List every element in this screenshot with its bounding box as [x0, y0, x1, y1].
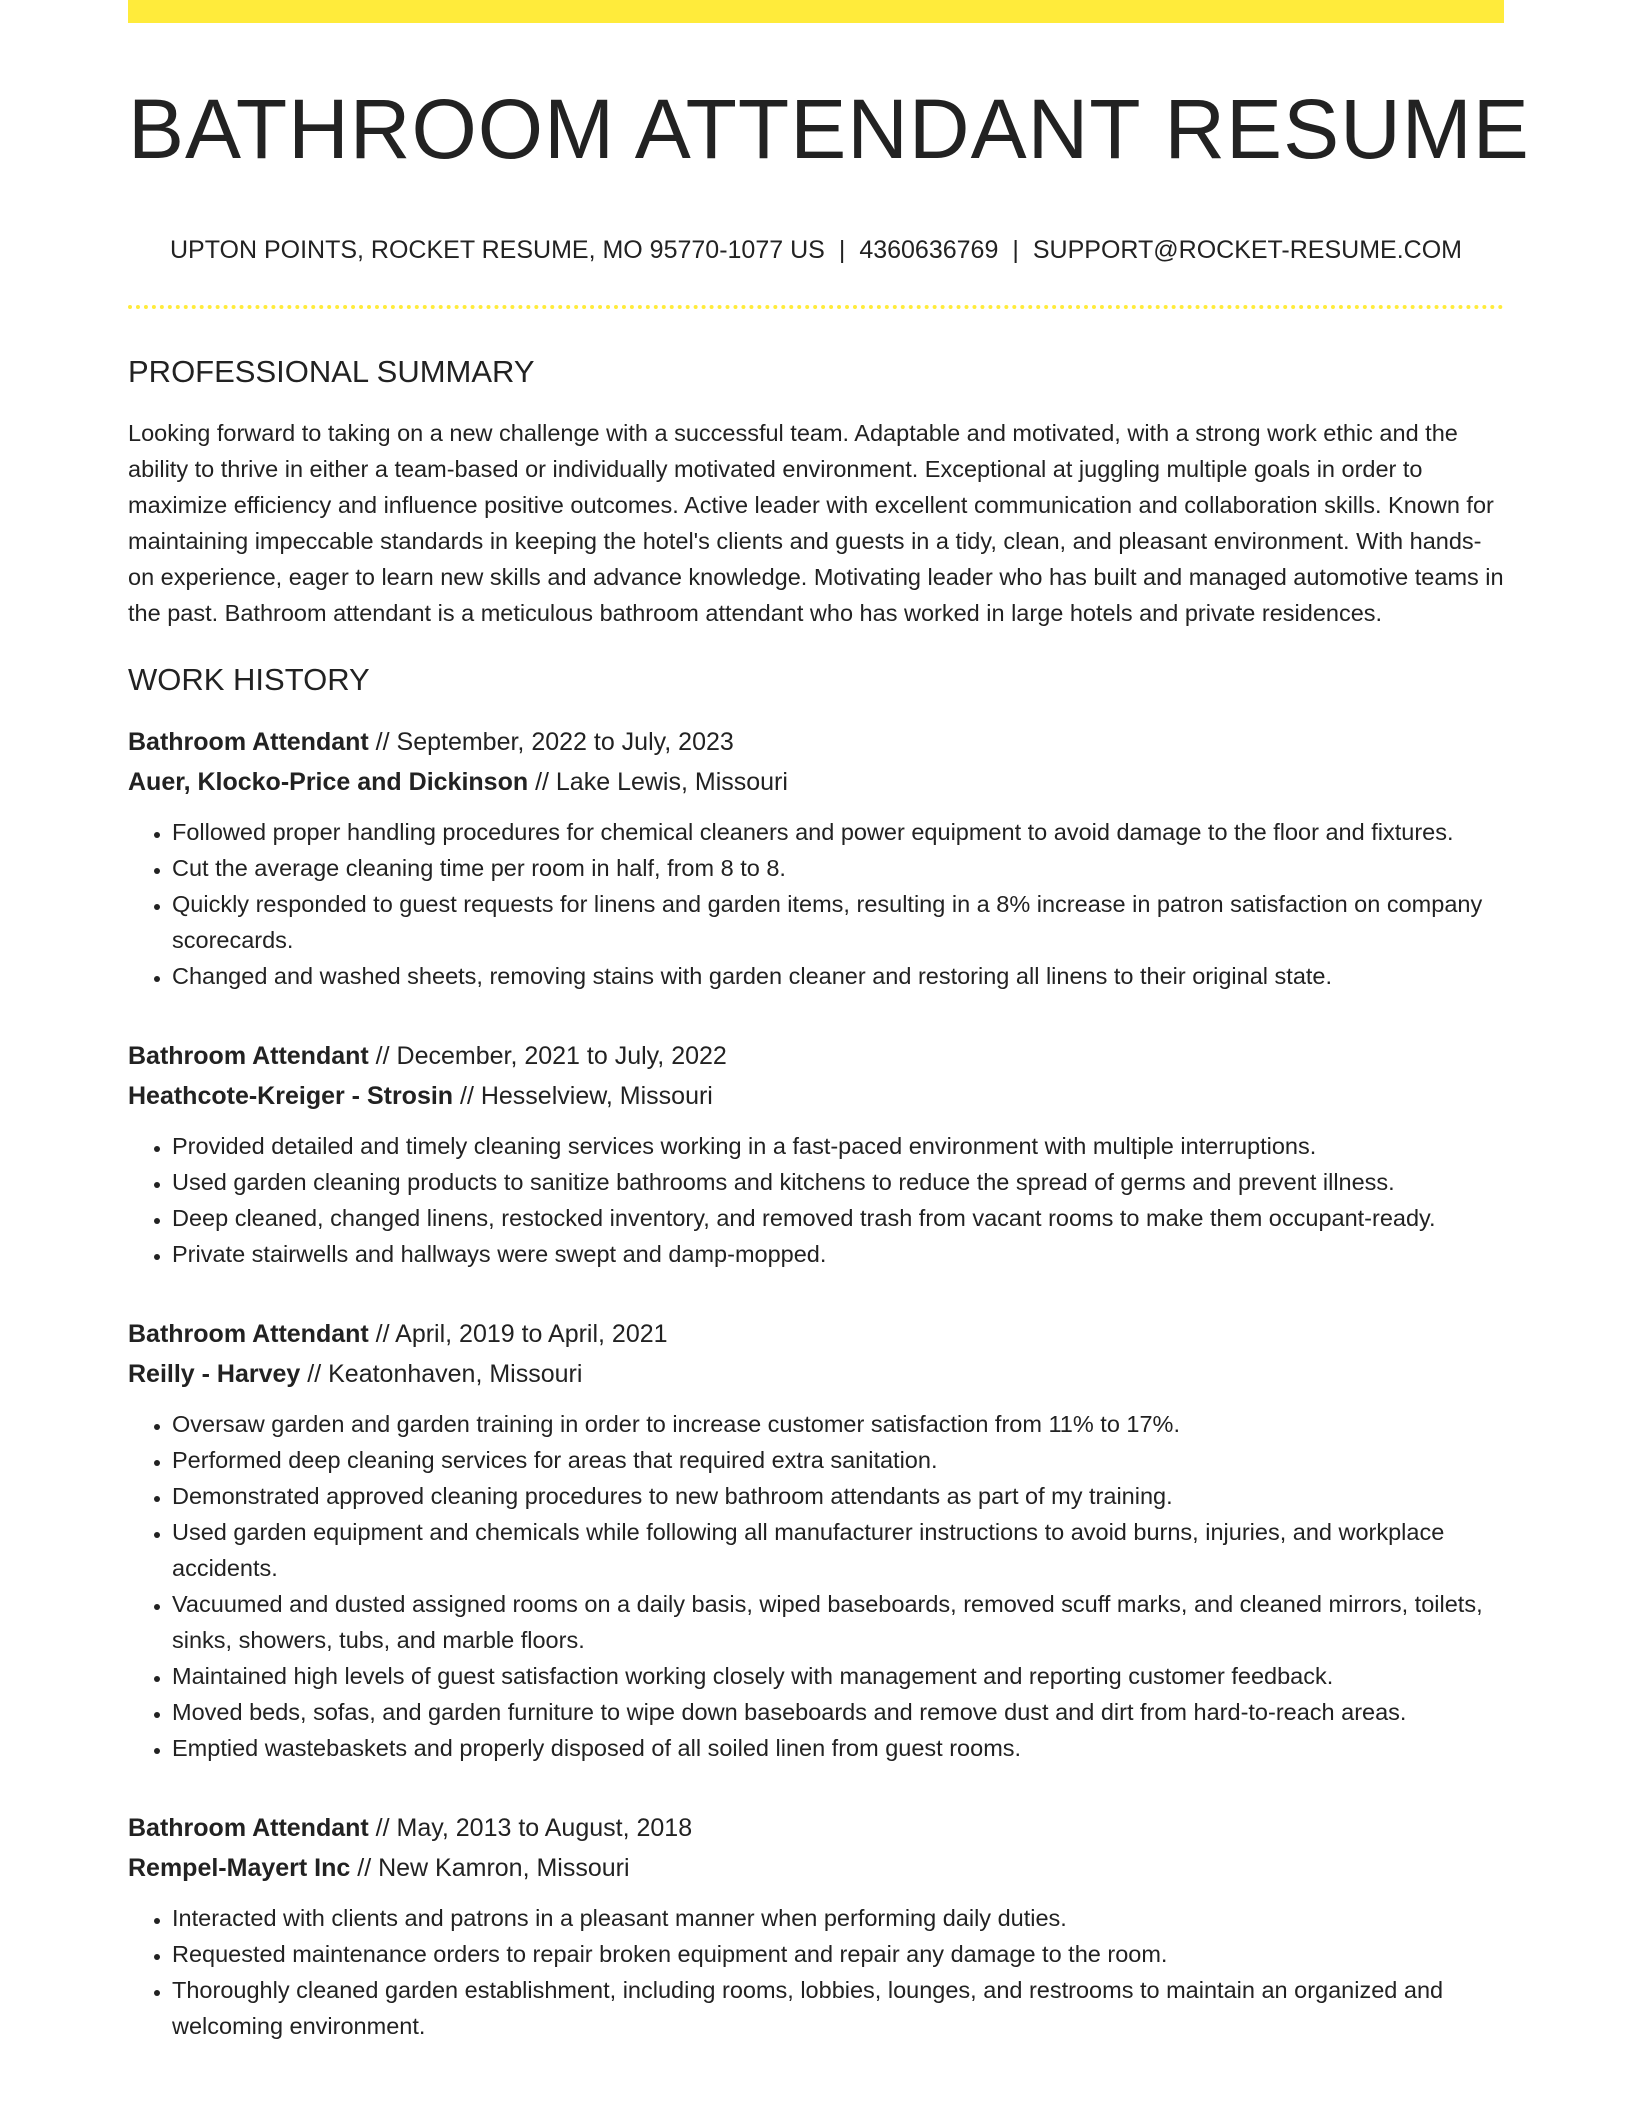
job-title: Bathroom Attendant: [128, 1319, 369, 1348]
job-dates: // September, 2022 to July, 2023: [368, 727, 734, 756]
list-item: • Maintained high levels of guest satisfaction working closely with management and reporting customer feedback.: [172, 1658, 1504, 1694]
job-title: Bathroom Attendant: [128, 1813, 369, 1842]
job-dates: // May, 2013 to August, 2018: [368, 1813, 693, 1842]
job-company-line: [128, 1076, 1504, 1116]
list-item: • Requested maintenance orders to repair broken equipment and repair any damage to the room.: [172, 1936, 1504, 1972]
work-history-heading: WORK HISTORY: [128, 661, 370, 697]
dotted-divider: [128, 305, 1504, 309]
list-item: • Performed deep cleaning services for areas that required extra sanitation.: [172, 1442, 1504, 1478]
job-bullets: [128, 814, 1504, 994]
job-bullets: [128, 1128, 1504, 1272]
list-item: • Interacted with clients and patrons in a pleasant manner when performing daily duties.: [172, 1900, 1504, 1936]
job-company-line: [128, 1354, 1504, 1394]
job-entry: [128, 1036, 1504, 1272]
job-title-line: [128, 1808, 1504, 1848]
job-company: Heathcote-Kreiger - Strosin: [128, 1081, 454, 1110]
contact-email[interactable]: SUPPORT@ROCKET-RESUME.COM: [1032, 236, 1462, 265]
job-dates: // December, 2021 to July, 2022: [368, 1041, 727, 1070]
contact-phone: 4360636769: [859, 236, 999, 265]
list-item: • Demonstrated approved cleaning procedures to new bathroom attendants as part of my training.: [172, 1478, 1504, 1514]
job-entry: [128, 1808, 1504, 2044]
contact-separator: |: [1012, 236, 1019, 265]
job-title: Bathroom Attendant: [128, 1041, 369, 1070]
job-location: // New Kamron, Missouri: [350, 1853, 630, 1882]
summary-text: Looking forward to taking on a new challenge with a successful team. Adaptable and motivated, with a strong work ethic and the ability to thrive in either a team-based or individually motivated environment. Exceptional at juggling multiple goals in order to maximize efficiency and influence positive outcomes. Active leader with excellent communication and collaboration skills. Known for maintaining impeccable standards in keeping the hotel's clients and guests in a tidy, clean, and pleasant environment. With hands-on experience, eager to learn new skills and advance knowledge. Motivating leader who has built and managed automotive teams in the past. Bathroom attendant is a meticulous bathroom attendant who has worked in large hotels and private residences.: [128, 419, 1504, 626]
job-entry: [128, 1314, 1504, 1766]
summary-heading: PROFESSIONAL SUMMARY: [128, 354, 535, 390]
job-title-line: [128, 1036, 1504, 1076]
job-company: Reilly - Harvey: [128, 1359, 301, 1388]
list-item: • Quickly responded to guest requests for linens and garden items, resulting in a 8% increase in patron satisfaction on company scorecards.: [172, 886, 1504, 958]
list-item: • Used garden equipment and chemicals while following all manufacturer instructions to avoid burns, injuries, and workplace accidents.: [172, 1514, 1504, 1586]
list-item: • Oversaw garden and garden training in order to increase customer satisfaction from 11% to 17%.: [172, 1406, 1504, 1442]
job-bullets: [128, 1406, 1504, 1766]
top-accent-bar: [128, 0, 1504, 23]
list-item: • Cut the average cleaning time per room in half, from 8 to 8.: [172, 850, 1504, 886]
job-location: // Hesselview, Missouri: [453, 1081, 713, 1110]
job-title: Bathroom Attendant: [128, 727, 369, 756]
list-item: • Thoroughly cleaned garden establishment, including rooms, lobbies, lounges, and restrooms to maintain an organized and welcoming environment.: [172, 1972, 1504, 2044]
job-company: Auer, Klocko-Price and Dickinson: [128, 767, 529, 796]
job-title-line: [128, 1314, 1504, 1354]
job-entry: [128, 722, 1504, 994]
list-item: • Provided detailed and timely cleaning services working in a fast-paced environment with multiple interruptions.: [172, 1128, 1504, 1164]
resume-page: [128, 0, 1530, 2044]
job-bullets: [128, 1900, 1504, 2044]
list-item: • Vacuumed and dusted assigned rooms on a daily basis, wiped baseboards, removed scuff marks, and cleaned mirrors, toilets, sinks, showers, tubs, and marble floors.: [172, 1586, 1504, 1658]
job-company: Rempel-Mayert Inc: [128, 1853, 351, 1882]
job-company-line: [128, 762, 1504, 802]
list-item: • Deep cleaned, changed linens, restocked inventory, and removed trash from vacant rooms to make them occupant-ready.: [172, 1200, 1504, 1236]
job-title-line: [128, 722, 1504, 762]
list-item: • Private stairwells and hallways were swept and damp-mopped.: [172, 1236, 1504, 1272]
job-location: // Keatonhaven, Missouri: [300, 1359, 583, 1388]
list-item: • Used garden cleaning products to sanitize bathrooms and kitchens to reduce the spread of germs and prevent illness.: [172, 1164, 1504, 1200]
job-company-line: [128, 1848, 1504, 1888]
job-location: // Lake Lewis, Missouri: [528, 767, 788, 796]
page-title: BATHROOM ATTENDANT RESUME: [128, 82, 1530, 176]
list-item: • Followed proper handling procedures for chemical cleaners and power equipment to avoid damage to the floor and fixtures.: [172, 814, 1504, 850]
list-item: • Changed and washed sheets, removing stains with garden cleaner and restoring all linens to their original state.: [172, 958, 1504, 994]
contact-line: [128, 235, 1504, 265]
list-item: • Emptied wastebaskets and properly disposed of all soiled linen from guest rooms.: [172, 1730, 1504, 1766]
job-dates: // April, 2019 to April, 2021: [368, 1319, 668, 1348]
list-item: • Moved beds, sofas, and garden furniture to wipe down baseboards and remove dust and dirt from hard-to-reach areas.: [172, 1694, 1504, 1730]
contact-address: UPTON POINTS, ROCKET RESUME, MO 95770-1077 US: [169, 236, 825, 265]
contact-separator: |: [838, 236, 846, 265]
